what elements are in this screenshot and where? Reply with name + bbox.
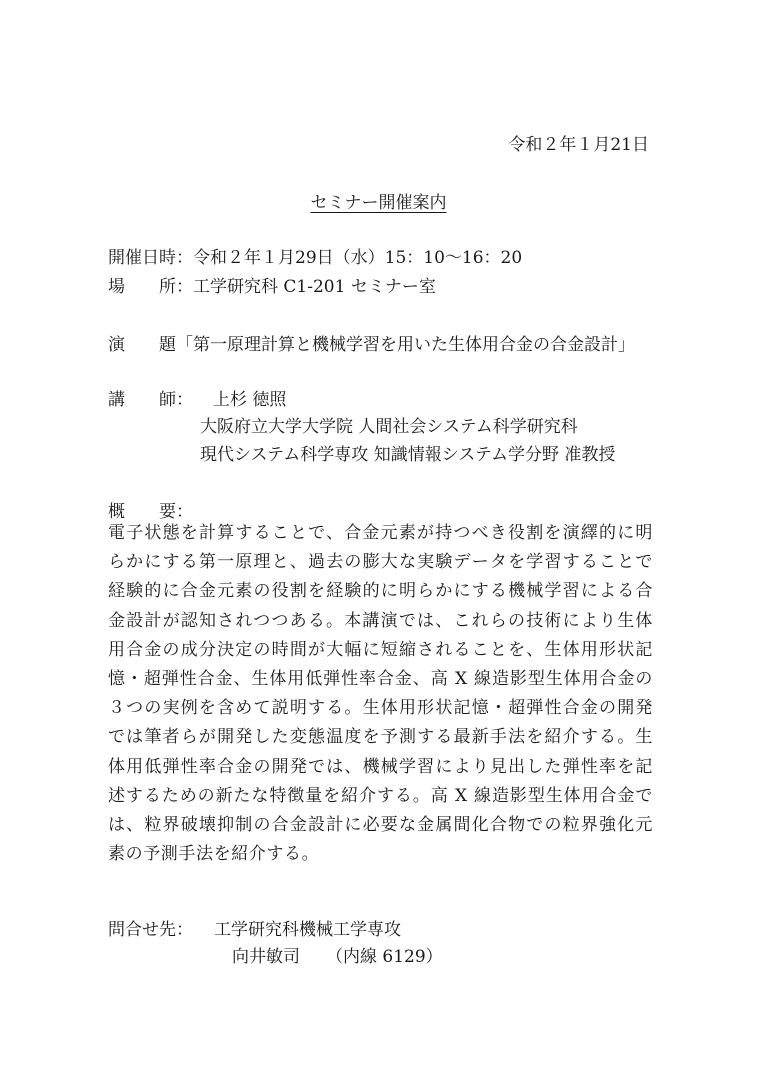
speaker-affiliation-1: 大阪府立大学大学院 人間社会システム科学研究科: [200, 417, 578, 437]
document-title: [0, 188, 757, 213]
venue-label-1: 場: [108, 277, 125, 297]
contact-extension: （内線 6129）: [326, 947, 443, 967]
topic-label-2: 題: [159, 335, 176, 355]
topic-label-1: 演: [108, 335, 125, 355]
speaker-label-1: 講: [108, 390, 125, 410]
venue-value: 工学研究科 C1-201 セミナー室: [193, 277, 436, 297]
datetime-line: [108, 243, 522, 268]
venue-line: [108, 272, 436, 297]
speaker-name: 上杉 徳照: [213, 390, 287, 410]
topic-line: [108, 330, 635, 355]
overview-label-1: 概: [108, 502, 125, 522]
topic-value: 「第一原理計算と機械学習を用いた生体用合金の合金設計」: [176, 335, 635, 355]
overview-body: 電子状態を計算することで、合金元素が持つべき役割を演繹的に明らかにする第一原理と、過去の膨大な実験データを学習することで経験的に合金元素の役割を経験的に明らかにする機械学習による合金設計が認知されつつある。本講演では、これらの技術により生体用合金の成分決定の時間が大幅に短縮されることを、生体用形状記憶・超弾性合金、生体用低弾性率合金、高 X 線造影型生体用合金の３つの実例を含めて説明する。生体用形状記憶・超弾性合金の開発では筆者らが開発した変態温度を予測する最新手法を紹介する。生体用低弾性率合金の開発では、機械学習により見出した弾性率を記述するための新たな特徴量を紹介する。高 X 線造影型生体用合金では、粒界破壊抑制の合金設計に必要な金属間化合物での粒界強化元素の予測手法を紹介する。: [108, 523, 653, 865]
title-text: セミナー開催案内: [310, 193, 447, 213]
speaker-label-2: 師：: [159, 390, 193, 410]
contact-label: 問合せ先：: [108, 920, 193, 940]
overview-label-2: 要：: [159, 502, 193, 522]
speaker-affiliation-2: 現代システム科学専攻 知識情報システム学分野 准教授: [200, 445, 616, 465]
issue-date: 令和２年１月21日: [508, 135, 649, 155]
speaker-line: [108, 385, 286, 410]
venue-label-2: 所：: [159, 277, 193, 297]
contact-department: 工学研究科機械工学専攻: [214, 920, 401, 940]
datetime-label: 開催日時：: [108, 248, 193, 268]
datetime-value: 令和２年１月29日（水）15：10～16：20: [193, 248, 523, 268]
contact-person: 向井敏司: [232, 947, 300, 967]
contact-person-line: [232, 942, 443, 967]
